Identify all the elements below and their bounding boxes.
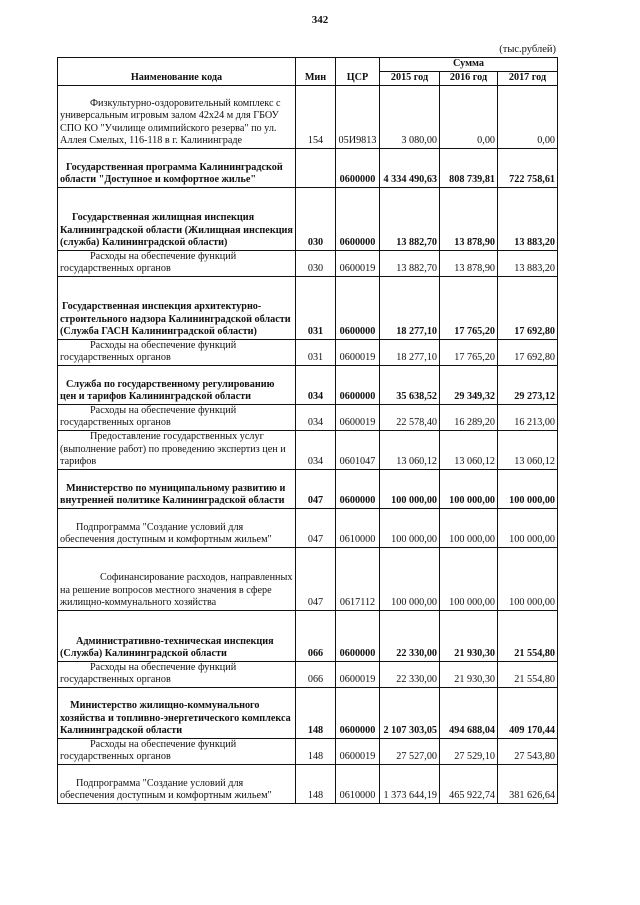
row-value-2015: 18 277,10 [380, 339, 440, 365]
row-name: Расходы на обеспечение функций государственных органов [58, 339, 296, 365]
table-row [58, 187, 558, 250]
row-value-2017: 13 883,20 [498, 250, 558, 276]
table-row [58, 610, 558, 661]
row-csr: 0600000 [336, 469, 380, 508]
row-min: 047 [296, 469, 336, 508]
row-csr: 05И9813 [336, 85, 380, 148]
row-value-2017: 722 758,61 [498, 148, 558, 187]
row-value-2015: 100 000,00 [380, 469, 440, 508]
table-row [58, 738, 558, 764]
row-value-2015: 1 373 644,19 [380, 764, 440, 803]
row-min: 030 [296, 250, 336, 276]
table-row [58, 508, 558, 547]
row-value-2016: 21 930,30 [440, 610, 498, 661]
row-min: 148 [296, 687, 336, 738]
row-csr: 0617112 [336, 547, 380, 610]
row-value-2016: 21 930,30 [440, 661, 498, 687]
row-csr: 0600019 [336, 250, 380, 276]
row-name: Расходы на обеспечение функций государственных органов [58, 250, 296, 276]
row-name: Расходы на обеспечение функций государственных органов [58, 661, 296, 687]
table-row [58, 764, 558, 803]
row-value-2015: 100 000,00 [380, 547, 440, 610]
table-row [58, 687, 558, 738]
row-min: 148 [296, 764, 336, 803]
row-value-2016: 465 922,74 [440, 764, 498, 803]
row-value-2016: 27 529,10 [440, 738, 498, 764]
row-csr: 0600019 [336, 404, 380, 430]
row-name: Расходы на обеспечение функций государственных органов [58, 738, 296, 764]
row-name: Подпрограмма "Создание условий для обеспечения доступным и комфортным жильем" [58, 508, 296, 547]
header-csr: ЦСР [336, 58, 380, 86]
table-row [58, 250, 558, 276]
row-value-2016: 17 765,20 [440, 276, 498, 339]
row-csr: 0600000 [336, 187, 380, 250]
row-value-2017: 29 273,12 [498, 365, 558, 404]
row-csr: 0610000 [336, 508, 380, 547]
row-value-2017: 409 170,44 [498, 687, 558, 738]
row-value-2017: 17 692,80 [498, 339, 558, 365]
row-value-2015: 4 334 490,63 [380, 148, 440, 187]
table-row [58, 430, 558, 469]
row-name: Министерство жилищно-коммунального хозяйства и топливно-энергетического комплекса Калининградской области [58, 687, 296, 738]
row-name: Подпрограмма "Создание условий для обеспечения доступным и комфортным жильем" [58, 764, 296, 803]
budget-table [57, 57, 558, 804]
header-year-2017: 2017 год [498, 71, 558, 85]
table-row [58, 276, 558, 339]
row-value-2015: 13 882,70 [380, 187, 440, 250]
table-row [58, 469, 558, 508]
row-name: Софинансирование расходов, направленных на решение вопросов местного значения в сфере жилищно-коммунального хозяйства [58, 547, 296, 610]
row-value-2017: 17 692,80 [498, 276, 558, 339]
header-row-top [58, 58, 558, 72]
row-value-2017: 21 554,80 [498, 610, 558, 661]
row-value-2016: 16 289,20 [440, 404, 498, 430]
row-value-2017: 27 543,80 [498, 738, 558, 764]
table-row [58, 661, 558, 687]
header-min: Мин [296, 58, 336, 86]
row-name: Предоставление государственных услуг (выполнение работ) по проведению экспертиз цен и тарифов [58, 430, 296, 469]
header-sum: Сумма [380, 58, 558, 72]
row-min: 066 [296, 610, 336, 661]
row-name: Служба по государственному регулированию цен и тарифов Калининградской области [58, 365, 296, 404]
row-csr: 0600000 [336, 687, 380, 738]
row-value-2015: 27 527,00 [380, 738, 440, 764]
row-name: Государственная программа Калининградской области "Доступное и комфортное жилье" [58, 148, 296, 187]
row-min: 031 [296, 276, 336, 339]
row-csr: 0600019 [336, 661, 380, 687]
row-name: Физкультурно-оздоровительный комплекс с универсальным игровым залом 42х24 м для ГБОУ СПО КО "Училище олимпийского резерва" по ул. Аллея Смелых, 116-118 в г. Калининграде [58, 85, 296, 148]
row-value-2015: 100 000,00 [380, 508, 440, 547]
row-value-2016: 100 000,00 [440, 547, 498, 610]
row-min: 154 [296, 85, 336, 148]
row-value-2016: 494 688,04 [440, 687, 498, 738]
header-year-2015: 2015 год [380, 71, 440, 85]
row-csr: 0600019 [336, 339, 380, 365]
table-row [58, 85, 558, 148]
row-min: 034 [296, 404, 336, 430]
row-value-2015: 22 578,40 [380, 404, 440, 430]
row-min: 047 [296, 508, 336, 547]
row-csr: 0610000 [336, 764, 380, 803]
row-value-2017: 100 000,00 [498, 469, 558, 508]
row-min: 031 [296, 339, 336, 365]
row-value-2015: 3 080,00 [380, 85, 440, 148]
row-value-2016: 13 878,90 [440, 187, 498, 250]
row-value-2017: 0,00 [498, 85, 558, 148]
row-min: 066 [296, 661, 336, 687]
row-name: Министерство по муниципальному развитию и внутренней политике Калининградской области [58, 469, 296, 508]
header-year-2016: 2016 год [440, 71, 498, 85]
table-body [58, 85, 558, 803]
row-value-2017: 100 000,00 [498, 508, 558, 547]
row-value-2017: 381 626,64 [498, 764, 558, 803]
header-name: Наименование кода [58, 58, 296, 86]
row-value-2016: 17 765,20 [440, 339, 498, 365]
row-name: Административно-техническая инспекция (Служба) Калининградской области [58, 610, 296, 661]
table-row [58, 365, 558, 404]
row-value-2016: 29 349,32 [440, 365, 498, 404]
row-csr: 0600000 [336, 276, 380, 339]
row-csr: 0600000 [336, 148, 380, 187]
row-value-2016: 100 000,00 [440, 469, 498, 508]
row-value-2015: 18 277,10 [380, 276, 440, 339]
row-name: Государственная инспекция архитектурно-строительного надзора Калининградской области (Служба ГАСН Калининградской области) [58, 276, 296, 339]
row-value-2016: 0,00 [440, 85, 498, 148]
units-note: (тыс.рублей) [499, 44, 556, 55]
row-min: 047 [296, 547, 336, 610]
row-value-2016: 13 060,12 [440, 430, 498, 469]
row-min: 030 [296, 187, 336, 250]
table-row [58, 339, 558, 365]
page-number: 342 [311, 14, 329, 26]
row-value-2015: 13 060,12 [380, 430, 440, 469]
row-csr: 0600000 [336, 610, 380, 661]
row-value-2015: 2 107 303,05 [380, 687, 440, 738]
row-csr: 0600000 [336, 365, 380, 404]
row-value-2017: 13 060,12 [498, 430, 558, 469]
row-value-2017: 100 000,00 [498, 547, 558, 610]
table-row [58, 148, 558, 187]
row-min: 148 [296, 738, 336, 764]
table-row [58, 547, 558, 610]
row-min: 034 [296, 430, 336, 469]
row-value-2015: 35 638,52 [380, 365, 440, 404]
row-value-2015: 13 882,70 [380, 250, 440, 276]
row-name: Расходы на обеспечение функций государственных органов [58, 404, 296, 430]
row-value-2017: 16 213,00 [498, 404, 558, 430]
row-csr: 0600019 [336, 738, 380, 764]
row-value-2015: 22 330,00 [380, 661, 440, 687]
row-value-2016: 808 739,81 [440, 148, 498, 187]
row-name: Государственная жилищная инспекция Калининградской области (Жилищная инспекция (служба) Калининградской области) [58, 187, 296, 250]
row-min [296, 148, 336, 187]
row-value-2015: 22 330,00 [380, 610, 440, 661]
row-value-2017: 21 554,80 [498, 661, 558, 687]
row-csr: 0601047 [336, 430, 380, 469]
row-value-2016: 13 878,90 [440, 250, 498, 276]
row-value-2016: 100 000,00 [440, 508, 498, 547]
row-min: 034 [296, 365, 336, 404]
table-row [58, 404, 558, 430]
row-value-2017: 13 883,20 [498, 187, 558, 250]
